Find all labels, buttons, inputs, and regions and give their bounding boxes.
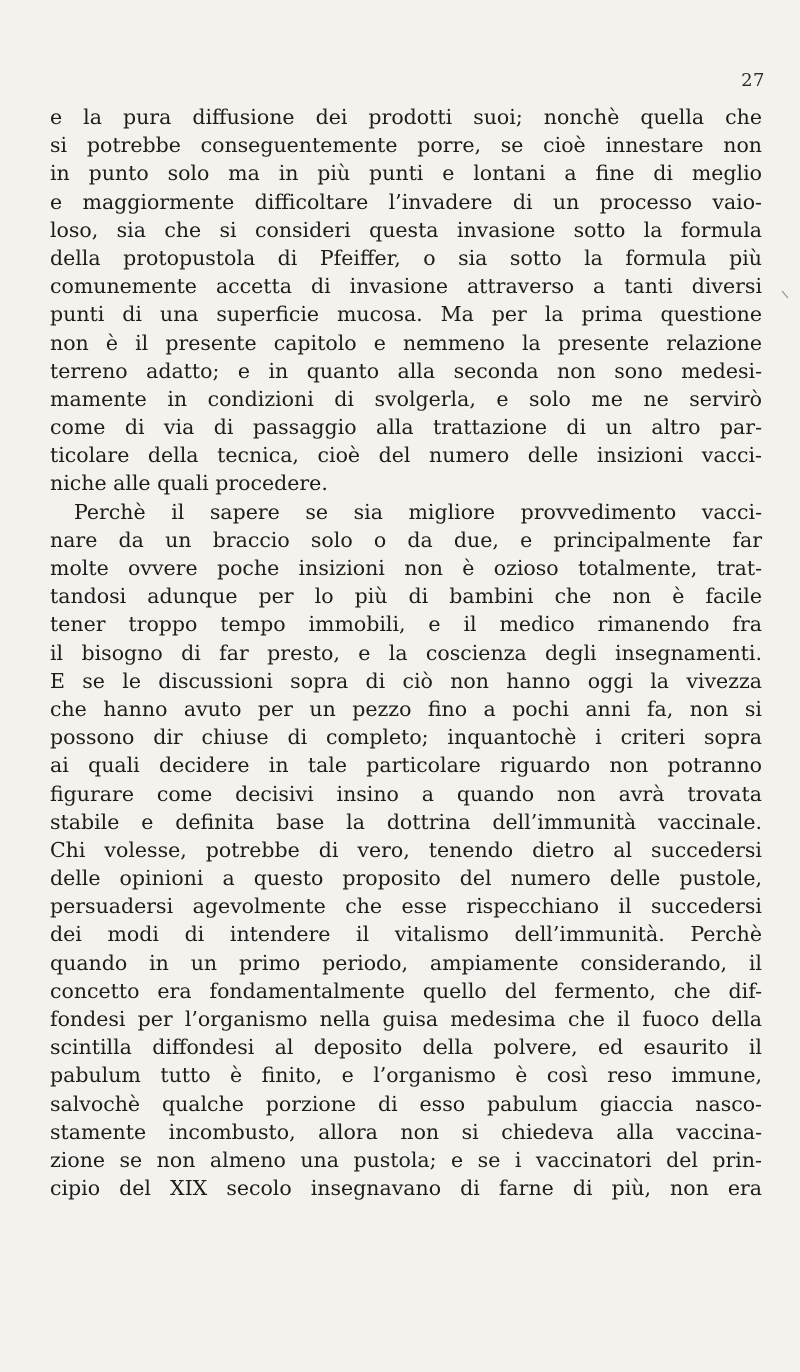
text-line: zione se non almeno una pustola; e se i vaccinatori del prin- xyxy=(50,1147,762,1172)
text-line: come di via di passaggio alla trattazione di un altro par- xyxy=(50,415,762,440)
text-line: delle opinioni a questo proposito del numero delle pustole, xyxy=(50,866,762,891)
text-line: possono dir chiuse di completo; inquantochè i criteri sopra xyxy=(50,725,762,750)
text-line: e la pura diffusione dei prodotti suoi; nonchè quella che xyxy=(50,105,762,129)
text-line: Chi volesse, potrebbe di vero, tenendo dietro al succedersi xyxy=(50,837,762,862)
text-line: non è il presente capitolo e nemmeno la presente relazione xyxy=(50,330,762,355)
text-line: comunemente accetta di invasione attraverso a tanti diversi xyxy=(50,274,762,299)
page-number: 27 xyxy=(741,70,765,91)
text-line: fondesi per l’organismo nella guisa medesima che il fuoco della xyxy=(50,1007,762,1031)
text-line: il bisogno di far presto, e la coscienza degli insegnamenti. xyxy=(50,640,762,665)
text-line: terreno adatto; e in quanto alla seconda non sono medesi- xyxy=(50,358,762,383)
text-line: che hanno avuto per un pezzo fino a pochi anni fa, non si xyxy=(50,696,762,721)
text-line: si potrebbe conseguentemente porre, se cioè innestare non xyxy=(50,133,762,158)
text-line: pabulum tutto è finito, e l’organismo è così reso immune, xyxy=(50,1063,762,1088)
text-line: della protopustola di Pfeiffer, o sia sotto la formula più xyxy=(50,245,762,270)
text-body xyxy=(50,103,762,1202)
text-line: e maggiormente difficoltare l’invadere di un processo vaio- xyxy=(50,189,762,214)
text-line: persuadersi agevolmente che esse rispecchiano il succedersi xyxy=(50,894,762,919)
text-line: quando in un primo periodo, ampiamente considerando, il xyxy=(50,950,762,975)
text-line: tandosi adunque per lo più di bambini che non è facile xyxy=(50,584,762,609)
text-line: figurare come decisivi insino a quando non avrà trovata xyxy=(50,781,762,806)
text-line: concetto era fondamentalmente quello del fermento, che dif- xyxy=(50,978,762,1003)
paragraph-end-line: niche alle quali procedere. xyxy=(50,471,328,496)
text-line: stabile e definita base la dottrina dell’immunità vaccinale. xyxy=(50,809,762,834)
text-line: salvochè qualche porzione di esso pabulum giaccia nasco- xyxy=(50,1091,762,1116)
text-line: in punto solo ma in più punti e lontani a fine di meglio xyxy=(50,161,762,186)
text-line: E se le discussioni sopra di ciò non hanno oggi la vivezza xyxy=(50,668,762,693)
text-line: mamente in condizioni di svolgerla, e solo me ne servirò xyxy=(50,386,762,411)
text-line: ticolare della tecnica, cioè del numero delle insizioni vacci- xyxy=(50,443,762,468)
text-line: nare da un braccio solo o da due, e principalmente far xyxy=(50,527,762,552)
text-line: molte ovvere poche insizioni non è ozioso totalmente, trat- xyxy=(50,556,762,580)
margin-mark-icon xyxy=(781,290,791,300)
text-line: scintilla diffondesi al deposito della polvere, ed esaurito il xyxy=(50,1035,762,1060)
text-line: cipio del XIX secolo insegnavano di farne di più, non era xyxy=(50,1176,762,1201)
text-line: tener troppo tempo immobili, e il medico rimanendo fra xyxy=(50,612,762,637)
paragraph-start-line: Perchè il sapere se sia migliore provvedimento vacci- xyxy=(74,499,762,524)
text-line: loso, sia che si consideri questa invasione sotto la formula xyxy=(50,217,762,242)
text-line: dei modi di intendere il vitalismo dell’immunità. Perchè xyxy=(50,922,762,947)
text-line: ai quali decidere in tale particolare riguardo non potranno xyxy=(50,753,762,778)
text-line: punti di una superficie mucosa. Ma per la prima questione xyxy=(50,302,762,327)
text-line: stamente incombusto, allora non si chiedeva alla vaccina- xyxy=(50,1119,762,1144)
